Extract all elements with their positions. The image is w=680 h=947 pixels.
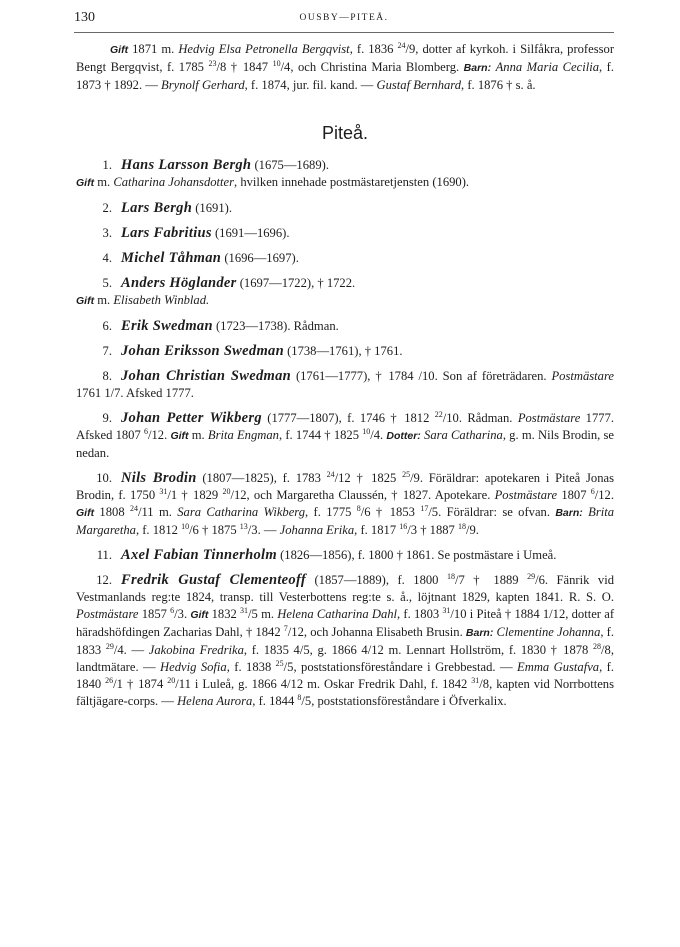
italic-name: Gustaf Bernhard	[376, 78, 462, 92]
text: /12.	[147, 428, 171, 442]
date-superscript: 7	[283, 623, 288, 633]
italic-name: Emma Gustafva	[517, 660, 600, 674]
italic-name: Brita Margaretha	[76, 505, 615, 537]
label: Gift	[190, 609, 209, 621]
postmaster-name: Michel Tåhman	[121, 250, 222, 266]
text: /6 † 1875	[189, 523, 240, 537]
date-superscript: 25	[402, 469, 411, 479]
text: (1675—1689).	[251, 158, 329, 172]
text: , f. 1874, jur. fil. kand. —	[244, 78, 377, 92]
text: , f. 1812	[135, 523, 182, 537]
date-superscript: 8	[356, 503, 361, 513]
text: /4, och Christina Maria Blomberg.	[280, 60, 464, 74]
text: (1697—1722), † 1722.	[236, 276, 356, 290]
italic-name: Hedvig Sofia	[160, 660, 227, 674]
italic-name: Hedvig Elsa Petronella Bergqvist	[178, 42, 350, 56]
label: Gift	[170, 430, 189, 442]
italic-name: Helena Catharina Dahl	[277, 607, 398, 621]
postmaster-entry	[76, 470, 614, 539]
postmaster-name: Fredrik Gustaf Clementeoff	[121, 572, 306, 588]
entry-paragraph	[76, 174, 614, 192]
text: , f. 1844	[252, 694, 298, 708]
text: /6. Fänrik vid Vestmanlands reg:te 1824, transp. till Vesterbottens reg:te s. å., löjtnant 1829, kapten 1841. R. S. O.	[76, 573, 614, 604]
text: , f. 1876 † s. å.	[461, 78, 536, 92]
text: , f. 1775	[305, 505, 357, 519]
postmaster-entry	[76, 157, 614, 174]
italic-name: Brita Engman	[207, 428, 279, 442]
postmaster-entry	[76, 547, 614, 564]
date-superscript: 24	[397, 40, 406, 50]
postmaster-name: Lars Bergh	[121, 200, 193, 216]
postmaster-name: Hans Larsson Bergh	[121, 157, 252, 173]
date-superscript: 23	[208, 58, 217, 68]
date-superscript: 17	[420, 503, 429, 513]
label: Gift	[76, 295, 95, 307]
text: , f. 1838	[226, 660, 276, 674]
entry-number: 1.	[102, 158, 112, 172]
date-superscript: 6	[143, 426, 148, 436]
italic-name: Catharina Johansdotter	[113, 175, 235, 189]
entry-number: 5.	[102, 276, 112, 290]
text: (1777—1807), f. 1746 † 1812	[261, 411, 435, 425]
text: 1832	[208, 607, 241, 621]
italic-name: Brynolf Gerhard	[161, 78, 245, 92]
running-title: OUSBY—PITEÅ.	[299, 13, 389, 23]
text: 1857	[138, 607, 171, 621]
date-superscript: 10	[362, 426, 371, 436]
text: /4.	[370, 428, 387, 442]
postmaster-name: Johan Eriksson Swedman	[121, 343, 284, 359]
text: /5. Föräldrar: se ofvan.	[428, 505, 556, 519]
postmaster-entry	[76, 343, 614, 360]
postmaster-entry	[76, 410, 614, 462]
text: /8, kapten vid Norrbottens fältjägare-corps. —	[76, 677, 614, 708]
entry-number: 12.	[96, 573, 112, 587]
postmaster-name: Johan Petter Wikberg	[121, 410, 262, 426]
text: , f. 1873 † 1892. —	[76, 60, 614, 92]
text: , f. 1835 4/5, g. 1866 4/12 m. Lennart Hollström, f. 1830 † 1878	[243, 643, 594, 657]
text: /9.	[466, 523, 479, 537]
label: Dotter:	[386, 430, 421, 442]
italic-name: Anna Maria Cecilia	[495, 60, 600, 74]
italic-name: Johanna Erika	[279, 523, 355, 537]
text: /3. —	[247, 523, 280, 537]
text: (1826—1856), f. 1800 † 1861. Se postmästare i Umeå.	[276, 548, 557, 562]
text: (1738—1761), † 1761.	[283, 344, 403, 358]
date-superscript: 20	[167, 675, 176, 685]
postmaster-entry	[76, 200, 614, 217]
postmaster-name: Johan Christian Swedman	[121, 368, 292, 384]
text: (1691).	[192, 201, 232, 215]
document-body	[76, 41, 614, 710]
text: /9, dotter af kyrkoh. i Silfåkra, professor Bengt Bergqvist, f. 1785	[76, 42, 615, 74]
text: (1857—1889), f. 1800	[305, 573, 447, 587]
text: , f. 1744 † 1825	[278, 428, 363, 442]
text: /3 † 1887	[407, 523, 458, 537]
date-superscript: 31	[159, 486, 168, 496]
date-superscript: 29	[527, 571, 536, 581]
italic-name: Postmästare	[517, 411, 581, 425]
postmaster-name: Erik Swedman	[121, 318, 213, 334]
postmaster-entry	[76, 368, 614, 402]
date-superscript: 31	[240, 605, 249, 615]
section-title: Piteå.	[321, 123, 369, 143]
date-superscript: 8	[297, 692, 302, 702]
entry-number: 7.	[102, 344, 112, 358]
text: /11 i Luleå, g. 1866 4/12 m. Oskar Fredrik Dahl, f. 1842	[175, 677, 472, 691]
text: /10 i Piteå † 1884 1/12, dotter af häradshöfdingen Zacharias Dahl, † 1842	[76, 607, 615, 639]
date-superscript: 24	[326, 469, 335, 479]
text: 1777. Afsked 1807	[76, 411, 615, 442]
date-superscript: 20	[222, 486, 231, 496]
entry-paragraph	[76, 41, 614, 94]
text: (1696—1697).	[221, 251, 299, 265]
label: Gift	[76, 177, 95, 189]
label: Barn:	[465, 627, 494, 639]
text: 1808	[94, 505, 130, 519]
text: , f. 1836	[349, 42, 398, 56]
date-superscript: 6	[590, 486, 595, 496]
date-superscript: 10	[181, 521, 190, 531]
label: Barn:	[555, 507, 583, 519]
text: /4. —	[113, 643, 149, 657]
date-superscript: 24	[129, 503, 138, 513]
text: /12, och Johanna Elisabeth Brusin.	[287, 625, 466, 639]
text: 1871 m.	[128, 42, 179, 56]
text: /1 † 1829	[167, 488, 223, 502]
text: 1807	[557, 488, 591, 502]
text: /5, poststationsföreståndare i Öfverkalix.	[301, 694, 507, 708]
date-superscript: 6	[170, 605, 175, 615]
date-superscript: 16	[399, 521, 408, 531]
postmaster-entry	[76, 318, 614, 335]
text: , f. 1803	[397, 607, 443, 621]
italic-name: Postmästare	[494, 488, 558, 502]
text: /12, och Margaretha Claussén, † 1827. Apotekare.	[230, 488, 495, 502]
date-superscript: 31	[442, 605, 451, 615]
text: , hvilken innehade postmästaretjensten (1690).	[234, 175, 470, 189]
text: /6 † 1853	[360, 505, 421, 519]
entry-number: 3.	[102, 226, 112, 240]
text: 1761 1/7. Afsked 1777.	[76, 386, 194, 400]
postmaster-entry	[76, 225, 614, 242]
date-superscript: 28	[593, 641, 602, 651]
postmaster-entry	[76, 572, 614, 710]
text: m.	[94, 293, 114, 307]
text: /1 † 1874	[113, 677, 168, 691]
page-number: 130	[74, 10, 95, 25]
label: Gift	[110, 44, 129, 56]
postmaster-entry	[76, 275, 614, 292]
postmaster-name: Nils Brodin	[121, 470, 197, 486]
text: m.	[94, 175, 114, 189]
entry-number: 9.	[102, 411, 112, 425]
text: (1761—1777), † 1784 /10. Son af företrädaren.	[291, 369, 552, 383]
text: /12 † 1825	[334, 471, 403, 485]
entry-number: 4.	[102, 251, 112, 265]
italic-name: Clementine Johanna	[496, 625, 601, 639]
date-superscript: 18	[446, 571, 455, 581]
italic-name: Sara Catharina	[424, 428, 503, 442]
date-superscript: 25	[275, 658, 284, 668]
postmaster-entry	[76, 250, 614, 267]
date-superscript: 10	[272, 58, 281, 68]
entry-number: 6.	[102, 319, 112, 333]
text: (1691—1696).	[211, 226, 290, 240]
postmaster-name: Anders Höglander	[121, 275, 237, 291]
postmaster-name: Axel Fabian Tinnerholm	[121, 547, 277, 563]
entry-number: 11.	[96, 548, 112, 562]
text: /3.	[174, 607, 191, 621]
date-superscript: 18	[458, 521, 466, 531]
entry-number: 10.	[96, 471, 112, 485]
date-superscript: 13	[239, 521, 248, 531]
italic-name: Postmästare	[76, 607, 139, 621]
text: /5, poststationsföreståndare i Grebbestad. —	[283, 660, 518, 674]
text: /12.	[594, 488, 615, 502]
text: /10. Rådman.	[442, 411, 518, 425]
italic-name: Jakobina Fredrika	[148, 643, 244, 657]
date-superscript: 26	[105, 675, 114, 685]
italic-name: Helena Aurora	[177, 694, 253, 708]
text: /9. Föräldrar: apotekaren i Piteå Jonas Brodin, f. 1750	[76, 471, 614, 502]
page-header	[74, 10, 614, 33]
text: /5 m.	[248, 607, 278, 621]
entry-number: 2.	[102, 201, 112, 215]
text: (1807—1825), f. 1783	[196, 471, 327, 485]
text: (1723—1738). Rådman.	[212, 319, 339, 333]
italic-name: Postmästare	[551, 369, 614, 383]
date-superscript: 31	[471, 675, 480, 685]
entry-paragraph	[76, 292, 614, 310]
entry-number: 8.	[102, 369, 112, 383]
text: , f. 1833	[76, 625, 615, 657]
text: /7 † 1889	[454, 573, 528, 587]
date-superscript: 29	[105, 641, 114, 651]
italic-name: Elisabeth Winblad.	[113, 293, 210, 307]
text: m.	[188, 428, 208, 442]
label: Barn:	[463, 62, 492, 74]
text: /8 † 1847	[216, 60, 273, 74]
label: Gift	[76, 507, 95, 519]
date-superscript: 22	[434, 409, 443, 419]
text: , f. 1840	[76, 660, 615, 691]
text: /11 m.	[137, 505, 178, 519]
italic-name: Sara Catharina Wikberg	[177, 505, 306, 519]
text: , g. m. Nils Brodin, se nedan.	[76, 428, 615, 460]
text: /8, landtmätare. —	[76, 643, 614, 674]
postmaster-name: Lars Fabritius	[121, 225, 212, 241]
text: , f. 1817	[354, 523, 400, 537]
